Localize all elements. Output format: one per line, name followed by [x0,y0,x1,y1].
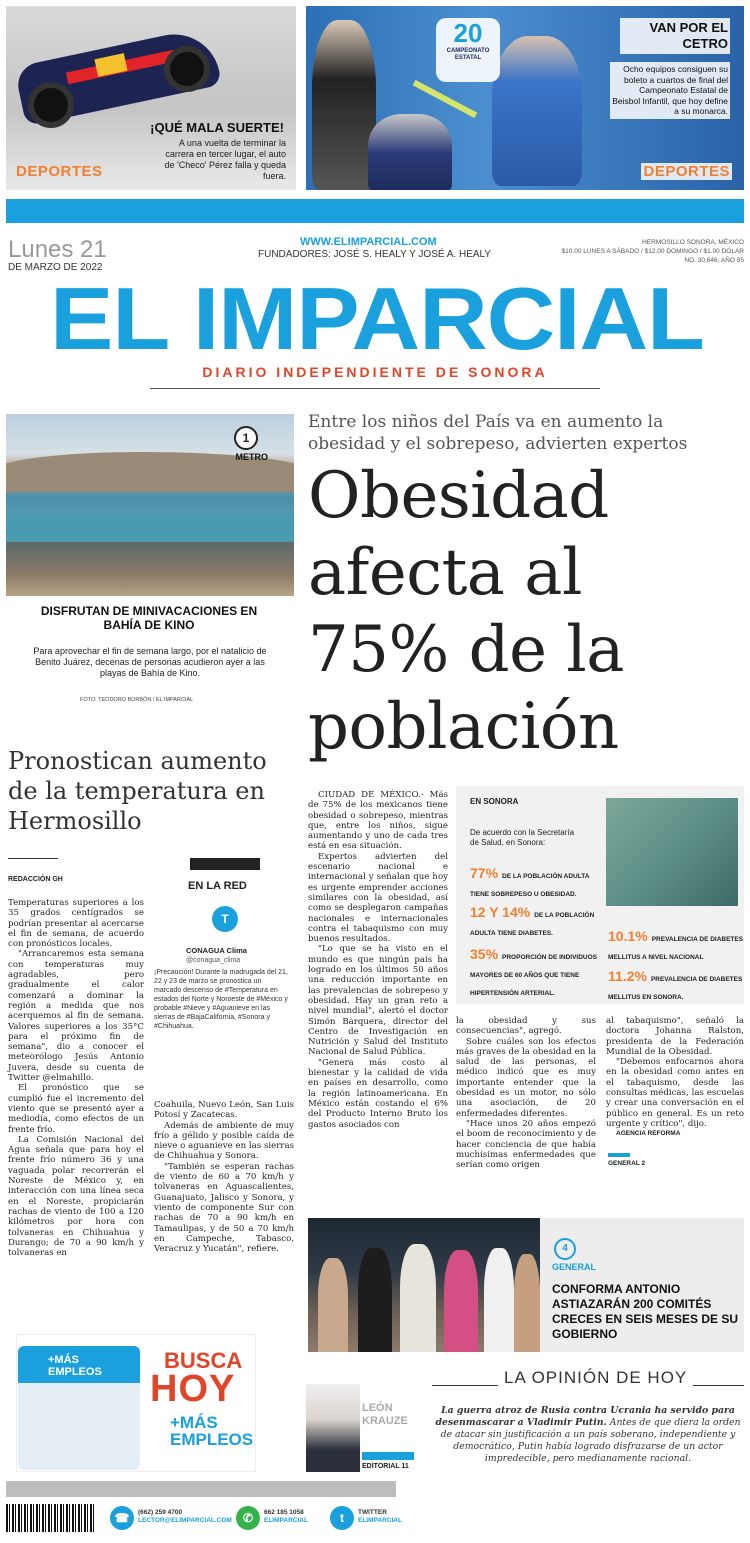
temperature-column-1: Temperaturas superiores a los 35 grados centígrados se podrían presentar al acercarse el fin de semana, de acuerdo con pronósticos locales. "Arrancaremos esta semana con temperaturas muy agradables, pero gradualmente el calor comenzará a dominar la región a medida que nos acerquemos al fin de semana. Valores superiores a los 35°C para el próximo fin de semana", dio a conocer el meteorólogo Jesús Antonio Juvera, desde su cuenta de Twitter @elmahillo. El pronóstico que se cumplió fue el incremento del viento que se presentó ayer a mediodía, como efectos de un frente frío. La Comisión Nacional del Agua señala que para hoy el frente frío número 36 y una vaguada polar recorrerán el Noreste de México y, en interacción con una línea seca en el Noreste, propiciarán rachas de viento de 100 a 120 kilómetros por hora con tolvaneras en Chihuahua y Durango; de 70 a 90 km/h y tolvaneras en [8,898,144,1259]
phone-icon: ☎ [110,1506,134,1530]
section-label: GENERAL [552,1262,597,1272]
catcher-image [368,114,452,190]
jump-page[interactable]: GENERAL 2 [608,1160,646,1167]
photo-credit: FOTO: TEODORO BORBÓN / EL IMPARCIAL [80,697,194,703]
whatsapp-icon: ✆ [236,1506,260,1530]
event-photo[interactable] [308,1218,540,1352]
stat-item: 77% DE LA POBLACIÓN ADULTA TIENE SOBREPESO U OBESIDAD. [470,865,590,898]
date-rest: DE MARZO DE 2022 [8,262,103,273]
batter-image [492,36,582,186]
infobox-label: EN SONORA [470,797,519,806]
stat-item: 11.2% PREVALENCIA DE DIABETES MELLITUS EN SONORA. [608,968,743,1001]
section-label: METRO [235,452,268,462]
promo-beisbol[interactable] [306,6,744,190]
section-tag: DEPORTES [16,163,103,180]
section-number-badge: 1 [234,426,258,450]
tweet-author[interactable]: CONAGUA Clima [186,946,247,955]
promo-headline: ¡QUÉ MALA SUERTE! [150,120,284,135]
date-day: Lunes 21 [8,236,107,263]
lead-column-2: la obesidad y sus consecuencias", agregó. Sobre cuáles son los efectos más graves de la obesidad en la salud de las personas, el médico indicó que es muy importante entender que la obesidad es un motor, no sólo una asociación, de 20 enfermedades diferentes. "Hace unos 20 años empezó el boom de reconocimiento y de hacer conciencia de que había muchísimas enfermedades que serían como origen [456,1016,596,1171]
website-link[interactable]: WWW.ELIMPARCIAL.COM [300,236,437,248]
author-photo [306,1384,360,1472]
twitter-icon: t [330,1506,354,1530]
author-name: LEÓN KRAUZE [362,1402,408,1427]
social-section-label: EN LA RED [188,880,247,892]
footer-bar [6,1481,396,1497]
ad-empleos: +MÁS EMPLEOS [170,1413,254,1449]
tweet-text: ¡Precaución! Durante la madrugada del 21, 22 y 23 de marzo se pronostica un marcado descenso de #Temperatura en estados del Norte y Noroeste de #México y probable #Nieve y #Aguanieve en las sierras de #BajaCalifornia, #Sonora y #Chihuahua. [154,969,288,1030]
barcode [6,1504,94,1532]
promo-text: Ocho equipos consiguen su boleto a cuartos de final del Campeonato Estatal de Beisbol Infantil, que hoy define a su monarca. [610,62,730,119]
kino-caption: Para aprovechar el fin de semana largo, por el natalicio de Benito Juárez, decenas de personas acudieron ayer a las playas de Bahía de Kino. [33,646,267,678]
kino-title[interactable]: DISFRUTAN DE MINIVACACIONES EN BAHÍA DE KINO [40,604,258,632]
event-title[interactable]: CONFORMA ANTONIO ASTIAZARÁN 200 COMITÉS CRECES EN SEIS MESES DE SU GOBIERNO [552,1282,739,1341]
stat-item: 12 Y 14% DE LA POBLACIÓN ADULTA TIENE DIABETES. [470,904,595,937]
temperature-column-2: Coahuila, Nuevo León, San Luis Potosí y Zacatecas. Además de ambiente de muy frío a gélido y posible caída de nieve o aguanieve en las sierras de Chihuahua y Sonora. "También se esperan rachas de viento de 60 a 70 km/h y tolvaneras en Aguascalientes, Guanajuato, Jalisco y Sonora, y viento de componente Sur con rachas de 70 a 90 km/h en Tamaulipas, y de 50 a 70 km/h en Campeche, Tabasco, Veracruz y Yucatán", refiere. [154,1100,294,1255]
byline: REDACCIÓN GH [8,876,63,883]
footer-contact-1[interactable]: (662) 259 4700 LECTOR@ELIMPARCIAL.COM [138,1509,232,1524]
stat-item: 10.1% PREVALENCIA DE DIABETES MELLITUS A NIVEL NACIONAL [608,928,744,961]
tweet-handle[interactable]: @conagua_clima [186,957,241,964]
infobox-intro: De acuerdo con la Secretaría de Salud, en Sonora: [470,828,575,847]
opinion-title: LA OPINIÓN DE HOY [498,1368,693,1388]
newspaper-logo[interactable]: EL IMPARCIAL [49,269,705,368]
kino-beach-photo[interactable] [6,414,294,596]
promo-checo[interactable] [6,6,296,190]
ad-busca: BUSCA [164,1348,243,1373]
obesity-photo [606,798,738,906]
lead-kicker: Entre los niños del País va en aumento la obesidad y el sobrepeso, advierten expertos [308,412,688,454]
twitter-icon: T [212,906,238,932]
ad-hoy: HOY [150,1368,236,1410]
footer-contact-2[interactable]: 662 185 1058 ELIMPARCIAL [264,1509,308,1524]
top-bar [6,199,744,223]
stat-item: 35% PROPORCIÓN DE INDIVIDUOS MAYORES DE 60 AÑOS QUE TIENE HIPERTENSIÓN ARTERIAL. [470,946,598,997]
tablet-image: +MÁS EMPLEOS [18,1346,140,1470]
edition-info: HERMOSILLO SONORA, MÉXICO $10.00 LUNES A SÁBADO / $12.00 DOMINGO / $1.00 DÓLAR NO. 30,646, AÑO 85 [561,239,744,264]
lead-column-3: al tabaquismo", señaló la doctora Johanna Ralston, presidenta de la Federación Mundial de la Obesidad. "Debemos enfocarnos ahora en la obesidad como antes en el tabaquismo, desde las consultas médicas, las escuelas y crear una conversación en el público en general. Es un reto urgente y crítico", dijo. AGENCIA REFORMA [606,1016,744,1138]
section-number-badge: 4 [554,1238,576,1260]
lead-column-1: CIUDAD DE MÉXICO.- Más de 75% de los mexicanos tiene obesidad o sobrepeso, mientras que, entre los niños, sigue aumentando y uno de cada tres está en esa situación. Expertos advierten del escenario nacional e internacional y señalan que hoy es urgente emprender acciones similares con la obesidad, así como se desplegaron campañas nacionales e internacionales contra el tabaquismo con muy buenos resultados. "Lo que se ha visto en el mundo es que ningún país ha logrado en los últimos 50 años una reducción importante en las prevalencias de sobrepeso y obesidad. Hay un gran reto a nivel mundial", alertó el doctor Simón Barquera, director del Centro de Investigación en Nutrición y Salud del Instituto Nacional de Salud Pública. "Genera más costo al bienestar y la calidad de vida en países en desarrollo, como la región latinoamericana. En México están costando el 6% del Producto Interno Bruto los gastos asociados con [308,790,448,1130]
divider [150,388,600,389]
promo-headline: VAN POR EL CETRO [620,18,730,54]
bat [413,80,478,118]
opinion-text: La guerra atroz de Rusia contra Ucrania ha servido para desenmascarar a Vladimir Putin. Antes de que diera la orden de atacar sin justificación a un país soberano, independiente y democrático, Putin había logrado disfrazarse de un actor impredecible, pero medianamente racional. [435,1405,741,1464]
tagline: DIARIO INDEPENDIENTE DE SONORA [202,364,548,380]
temperature-headline[interactable]: Pronostican aumento de la temperatura en Hermosillo [8,747,267,835]
founders: FUNDADORES: JOSÉ S. HEALY Y JOSÉ A. HEALY [258,249,492,260]
footer-contact-3[interactable]: TWITTER ELIMPARCIAL [358,1509,402,1524]
championship-badge: 20 CAMPEONATO ESTATAL [436,18,500,82]
opinion-page[interactable]: EDITORIAL 11 [362,1463,409,1470]
promo-text: A una vuelta de terminar la carrera en tercer lugar, el auto de 'Checo' Pérez falla y queda fuera. [164,138,286,181]
section-tag: DEPORTES [643,163,730,180]
umpire-image [312,20,376,190]
lead-headline[interactable]: Obesidad afecta al 75% de la población [308,459,624,764]
